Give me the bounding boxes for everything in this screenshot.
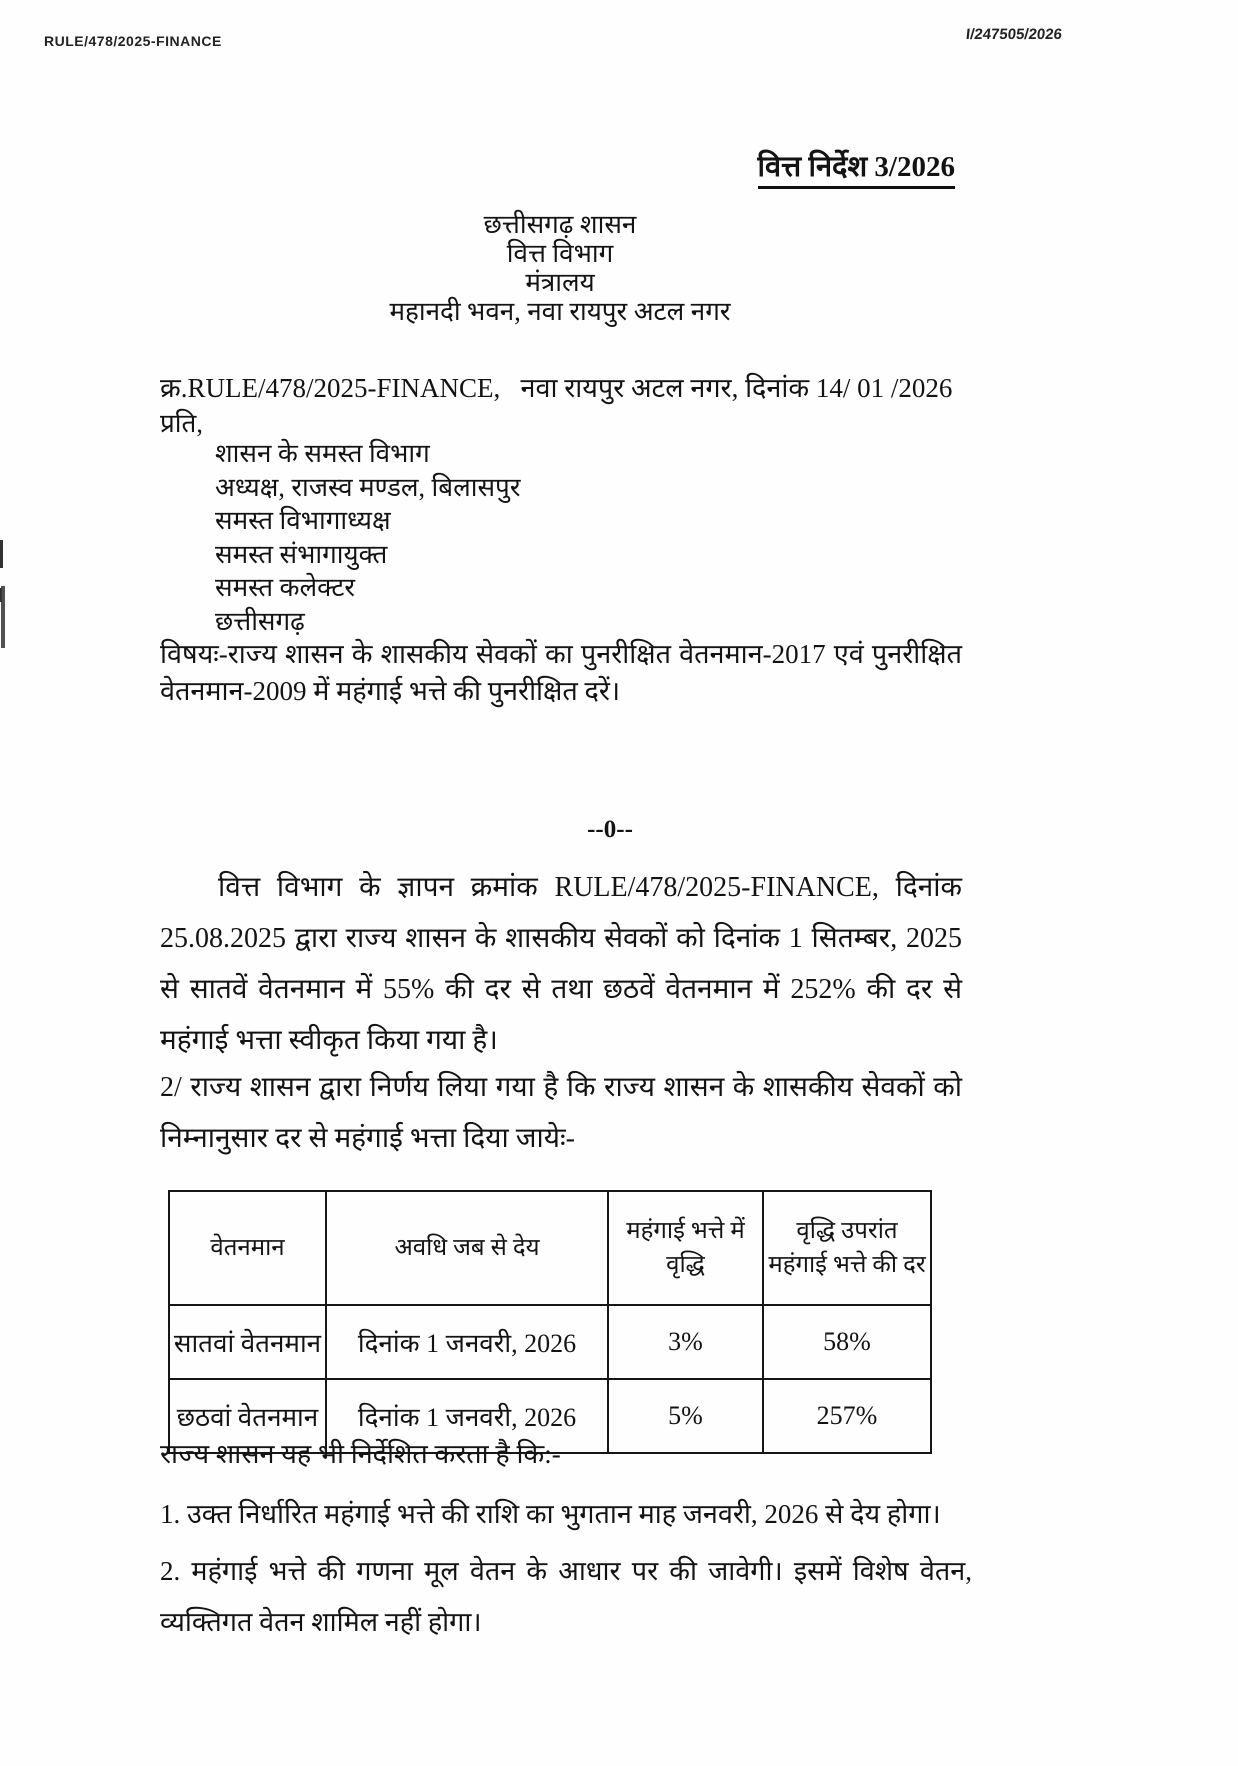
table-row [169,1305,931,1379]
finance-directive-title [0,146,955,185]
cell-period: दिनांक 1 जनवरी, 2026 [326,1379,608,1453]
eoffice-number-header: I/247505/2026 [965,26,1063,43]
table-header-period: अवधि जब से देय [326,1191,608,1305]
directive-item-1: 1. उक्त निर्धारित महंगाई भत्ते की राशि का भुगतान माह जनवरी, 2026 से देय होगा। [160,1499,941,1529]
table-header-row [169,1191,931,1305]
subject-line: विषयः-राज्य शासन के शासकीय सेवकों का पुनरीक्षित वेतनमान-2017 एवं पुनरीक्षित वेतनमान-2009 में महंगाई भत्ते की पुनरीक्षित दरें। [160,639,962,706]
salutation: प्रति, [160,409,203,438]
table-header-rate-after-increase: वृद्धि उपरांत महंगाई भत्ते की दर [763,1191,931,1305]
body-paragraph-1: वित्त विभाग के ज्ञापन क्रमांक RULE/478/2025-FINANCE, दिनांक 25.08.2025 द्वारा राज्य शासन के शासकीय सेवकों को दिनांक 1 सितम्बर, 2025 से सातवें वेतनमान में 55% की दर से तथा छठवें वेतनमान में 252% की दर से महंगाई भत्ता स्वीकृत किया गया है। [160,872,962,1056]
file-number-header: RULE/478/2025-FINANCE [44,33,222,49]
addressee-item: छत्तीसगढ़ [215,606,305,636]
addressee-item: समस्त विभागाध्यक्ष [215,506,391,535]
cell-period: दिनांक 1 जनवरी, 2026 [326,1305,608,1379]
cell-rate: 257% [763,1379,931,1453]
letterhead-address: महानदी भवन, नवा रायपुर अटल नगर [389,297,731,326]
table-header-pay-scale: वेतनमान [169,1191,326,1305]
directive-intro: राज्य शासन यह भी निर्देशित करता है कि:- [160,1439,561,1469]
table-header-increase: महंगाई भत्ते में वृद्धि [608,1191,763,1305]
body-paragraph-2: 2/ राज्य शासन द्वारा निर्णय लिया गया है कि राज्य शासन के शासकीय सेवकों को निम्नानुसार दर से महंगाई भत्ता दिया जायेः- [160,1072,962,1154]
letterhead-department: वित्त विभाग [506,239,614,268]
reference-and-date-line: क्र.RULE/478/2025-FINANCE, नवा रायपुर अटल नगर, दिनांक 14/ 01 /2026 [160,373,953,403]
finance-directive-title-text: वित्त निर्देश 3/2026 [758,151,955,189]
addressee-item: अध्यक्ष, राजस्व मण्डल, बिलासपुर [215,472,521,502]
section-divider: --0-- [587,816,633,843]
cell-pay-scale: छठवां वेतनमान [169,1379,326,1453]
dearness-allowance-table [168,1190,932,1454]
cell-rate: 58% [763,1305,931,1379]
addressee-list [215,437,520,638]
addressee-item: समस्त संभागायुक्त [215,539,388,569]
letterhead-ministry: मंत्रालय [525,268,595,297]
scan-artifact [0,540,3,568]
letterhead [0,210,1238,326]
letterhead-government: छत्तीसगढ़ शासन [483,210,637,239]
cell-pay-scale: सातवां वेतनमान [169,1305,326,1379]
addressee-item: समस्त कलेक्टर [215,573,356,602]
cell-increase: 5% [608,1379,763,1453]
directive-item-2: 2. महंगाई भत्ते की गणना मूल वेतन के आधार पर की जावेगी। इसमें विशेष वेतन, व्यक्तिगत वेतन शामिल नहीं होगा। [160,1556,972,1637]
cell-increase: 3% [608,1305,763,1379]
addressee-item: शासन के समस्त विभाग [215,439,430,468]
scan-artifact [1,586,5,648]
